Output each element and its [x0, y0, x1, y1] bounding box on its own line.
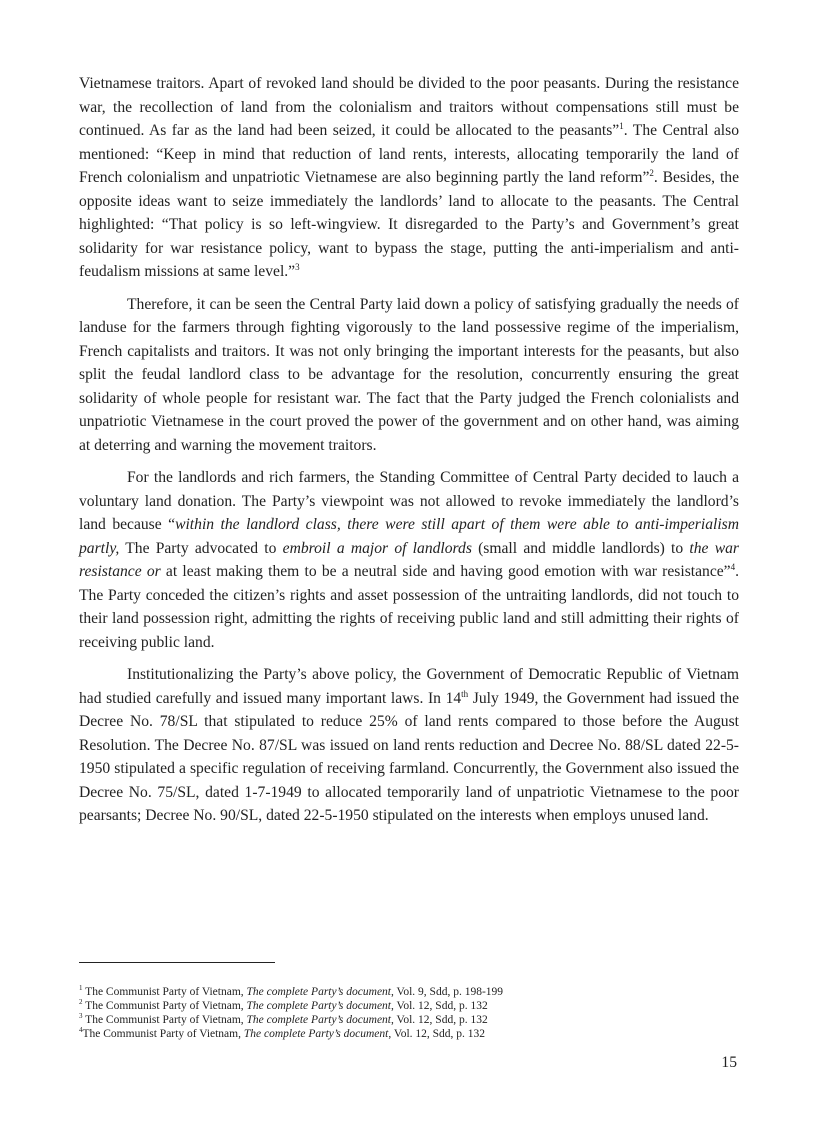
- footnote-item: $^3$ The Communist Party of Vietnam, The complete Party’s document, Vol. 12, Sdd, p. 132: [79, 1012, 488, 1026]
- footnote-number: 1: [79, 984, 83, 993]
- italic-quote-3: the war resistance or: [79, 539, 739, 580]
- italic-quote-1: within the landlord class, there were still apart of them were able to anti-imperialism partly,: [79, 516, 739, 557]
- page-number: 15: [721, 1054, 737, 1071]
- paragraph-3: For the landlords and rich farmers, the Standing Committee of Central Party decided to lauch a voluntary land donation. The Party’s viewpoint was not allowed to revoke immediately the landlord’s land because “within the landlord class, there were still apart of them were able to anti-imperialism partly, The Party advocated to embroil a major of landlords (small and middle landlords) to the war resistance or at least making them to be a neutral side and having good emotion with war resistance”$^4$. The Party conceded the citizen’s rights and asset possession of the untraiting landlords, did not touch to their land possession right, admitting the rights of receiving public land and still admitting their rights of receiving public land.: [79, 469, 739, 651]
- footnote-item: $^4$The Communist Party of Vietnam, The complete Party’s document, Vol. 12, Sdd, p. 132: [79, 1026, 486, 1040]
- footnote-item: $^1$ The Communist Party of Vietnam, The complete Party’s document, Vol. 9, Sdd, p. 198-199: [79, 984, 504, 998]
- footnote-ref-4[interactable]: 4: [730, 561, 736, 572]
- ordinal-suffix: th: [461, 688, 469, 699]
- footnote-title: The complete Party’s document: [243, 1028, 389, 1040]
- footnote-title: The complete Party’s document: [246, 986, 391, 998]
- paragraph-1: Vietnamese traitors. Apart of revoked land should be divided to the poor peasants. During the resistance war, the recollection of land from the colonialism and traitors without compensations still must be continued. As far as the land had been seized, it could be allocated to the peasants”$^1$. The Central also mentioned: “Keep in mind that reduction of land rents, interests, allocating temporarily the land of French colonialism and unpatriotic Vietnamese are also beginning partly the land reform”$^2$. Besides, the opposite ideas want to seize immediately the landlords’ land to allocate to the peasants. The Central highlighted: “That policy is so left-wingview. It disregarded to the Party’s and Government’s great solidarity for war resistance policy, want to bypass the stage, putting the anti-imperialism and anti-feudalism missions at same level.”$^3$: [79, 75, 739, 280]
- body-text: [79, 72, 739, 837]
- footnote-number: 2: [79, 998, 83, 1007]
- footnote-number: 4: [79, 1026, 83, 1035]
- italic-quote-2: embroil a major of landlords: [282, 539, 472, 557]
- footnote-number: 3: [79, 1012, 83, 1021]
- footnote-ref-2[interactable]: 2: [649, 167, 654, 178]
- footnote-divider: [79, 962, 275, 963]
- paragraph-4: Institutionalizing the Party’s above policy, the Government of Democratic Republic of Vietnam had studied carefully and issued many important laws. In 14th July 1949, the Government had issued the Decree No. 78/SL that stipulated to reduce 25% of land rents compared to those before the August Resolution. The Decree No. 87/SL was issued on land rents reduction and Decree No. 88/SL dated 22-5-1950 stipulated a specific regulation of receiving farmland. Concurrently, the Government also issued the Decree No. 75/SL, dated 1-7-1949 to allocated temporarily land of unpatriotic Vietnamese to the poor pearsants; Decree No. 90/SL, dated 22-5-1950 stipulated on the interests when employs unused land.: [79, 666, 739, 824]
- footnote-ref-1[interactable]: 1: [619, 120, 624, 131]
- footnote-ref-3[interactable]: 3: [295, 261, 300, 272]
- footnote-item: $^2$ The Communist Party of Vietnam, The complete Party’s document, Vol. 12, Sdd, p. 132: [79, 998, 488, 1012]
- footnote-title: The complete Party’s document: [246, 1014, 391, 1026]
- paragraph-2: Therefore, it can be seen the Central Party laid down a policy of satisfying gradually the needs of landuse for the farmers through fighting vigorously to the land possessive regime of the imperialism, French capitalists and traitors. It was not only bringing the important interests for the peasants, but also split the feudal landlord class to be advantage for the resolution, concurrently ensuring the great solidarity of whole people for resistant war. The fact that the Party judged the French colonialists and unpatriotic Vietnamese in the court proved the power of the government and on other hand, was aiming at deterring and warning the movement traitors.: [79, 295, 739, 454]
- footnotes: [79, 985, 739, 1041]
- footnote-title: The complete Party’s document: [246, 1000, 391, 1012]
